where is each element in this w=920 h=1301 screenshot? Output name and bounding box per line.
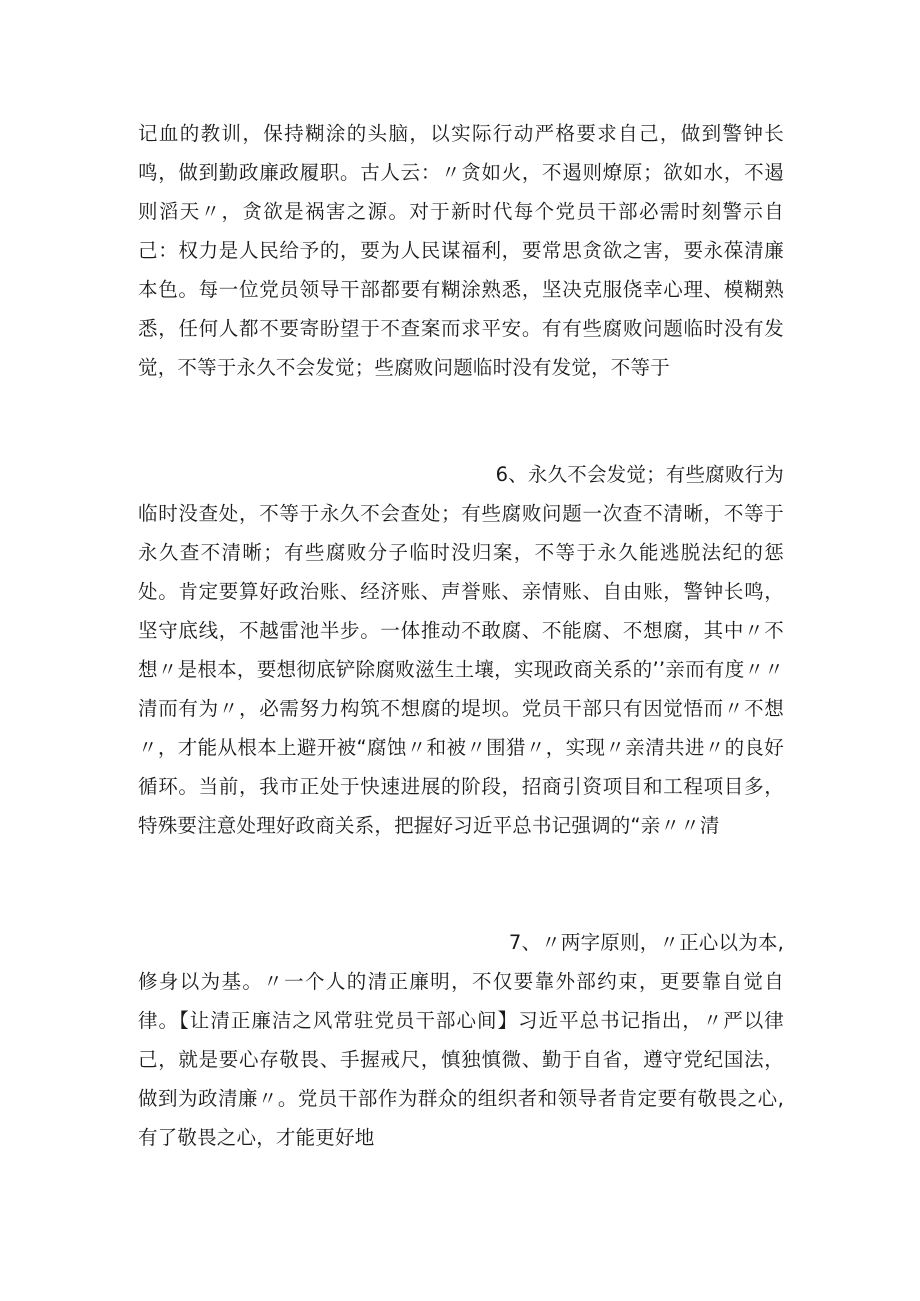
paragraph-2: [138, 455, 784, 845]
paragraph-1-text: 记血的教训，保持糊涂的头脑，以实际行动严格要求自己，做到警钟长鸣，做到勤政廉政履职。古人云：〃贪如火，不遏则燎原；欲如水，不遏则滔天〃，贪欲是祸害之源。对于新时代每个党员干部必需时刻警示自己：权力是人民给予的，要为人民谋福利，要常思贪欲之害，要永葆清廉本色。每一位党员领导干部都要有糊涂熟悉，坚决克服侥幸心理、模糊熟悉，任何人都不要寄盼望于不查案而求平安。有有些腐败问题临时没有发觉，不等于永久不会发觉；些腐败问题临时没有发觉，不等于: [138, 122, 784, 379]
paragraph-2-text: 临时没查处，不等于永久不会查处；有些腐败问题一次查不清晰，不等于永久查不清晰；有些腐败分子临时没归案，不等于永久能逃脱法纪的惩处。肯定要算好政治账、经济账、声誉账、亲情账、自由账，警钟长鸣，坚守底线，不越雷池半步。一体推动不敢腐、不能腐、不想腐，其中〃不想〃是根本，要想彻底铲除腐败滋生土壤，实现政商关系的’’亲而有度〃〃清而有为〃，必需努力构筑不想腐的堤坝。党员干部只有因觉悟而〃不想〃，才能从根本上避开被“腐蚀〃和被〃围猎〃，实现〃亲清共进〃的良好循环。当前，我市正处于快速进展的阶段，招商引资项目和工程项目多，特殊要注意处理好政商关系，把握好习近平总书记强调的“亲〃〃清: [138, 502, 784, 837]
paragraph-1: [138, 114, 784, 387]
section-6-heading: 6、永久不会发觉；有些腐败行为: [495, 463, 784, 486]
section-7-heading: 7、〃两字原则，〃正心以为本,: [508, 931, 784, 954]
paragraph-3-text: 修身以为基。〃一个人的清正廉明，不仅要靠外部约束，更要靠自觉自律。【让清正廉洁之风常驻党员干部心间】习近平总书记指出，〃严以律己，就是要心存敬畏、手握戒尺，慎独慎微、勤于自省，遵守党纪国法，做到为政清廉〃。党员干部作为群众的组织者和领导者肯定要有敬畏之心,有了敬畏之心，才能更好地: [138, 970, 784, 1149]
paragraph-3: [138, 923, 784, 1157]
